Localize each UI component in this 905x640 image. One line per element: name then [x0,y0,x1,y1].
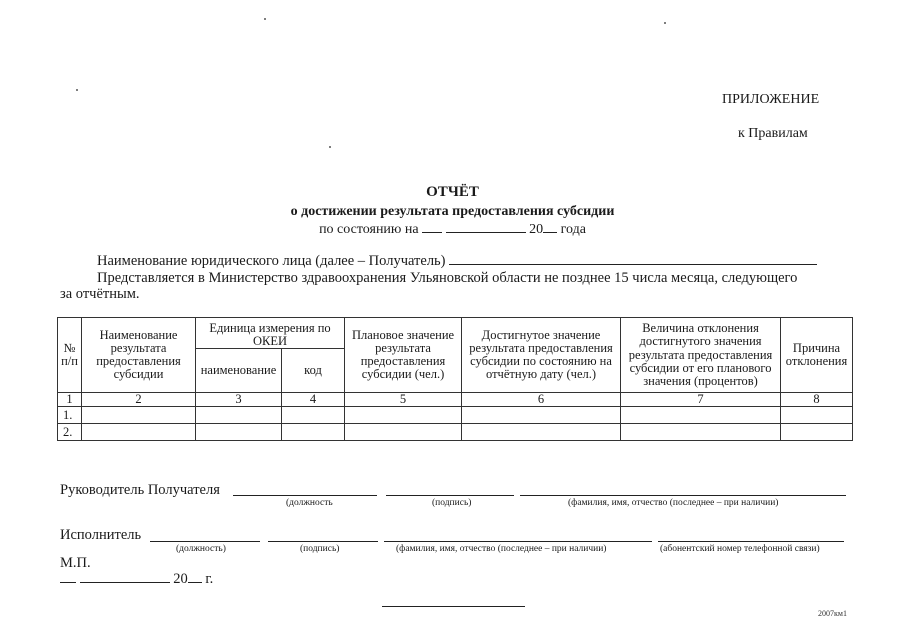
date-year-prefix: 20 [529,222,544,237]
table-row [58,424,853,441]
table-row [58,407,853,424]
head-signature-line [386,495,514,496]
appendix-subtitle: к Правилам [738,126,808,141]
header-reason: Причина отклонения [781,318,853,393]
date-prefix: по состоянию на [319,222,419,237]
table-cell [282,407,345,424]
table-cell [196,424,282,441]
header-unit-group: Единица измерения по ОКЕИ [196,318,345,349]
column-number: 1 [58,393,82,407]
sign-year-prefix: 20 [173,571,188,587]
head-caption-signature: (подпись) [432,498,472,508]
sign-year-blank [188,570,202,583]
recipient-label: Наименование юридического лица (далее – Получатель) [97,253,446,269]
column-number: 8 [781,393,853,407]
table-cell [781,407,853,424]
exec-caption-signature: (подпись) [300,544,340,554]
header-unit-name: наименование [196,349,282,393]
submission-text-line1: Представляется в Министерство здравоохранения Ульяновской области не позднее 15 числа месяца, следующего [97,270,798,286]
table-cell [345,424,462,441]
exec-caption-name: (фамилия, имя, отчество (последнее – при наличии) [396,544,607,554]
head-name-line [520,495,846,496]
table-cell [345,407,462,424]
date-suffix: года [560,222,586,237]
sign-day-blank [60,570,76,583]
head-label: Руководитель Получателя [60,482,220,498]
header-num: № п/п [58,318,82,393]
sign-month-blank [80,570,170,583]
exec-phone-line [658,541,844,542]
column-number: 3 [196,393,282,407]
date-year-blank [543,220,557,233]
table-cell [621,424,781,441]
report-subtitle: о достижении результата предоставления субсидии [290,204,615,219]
exec-name-line [384,541,652,542]
header-achieved: Достигнутое значение результата предоставления субсидии по состоянию на отчётную дату (чел.) [462,318,621,393]
document-code: 2007км1 [818,609,847,618]
scan-speck [664,22,666,24]
exec-position-line [150,541,260,542]
executor-label: Исполнитель [60,527,142,543]
table-cell [462,424,621,441]
report-table [57,317,853,441]
recipient-line [97,252,817,270]
bottom-separator [382,606,525,607]
head-position-line [233,495,377,496]
scan-speck [76,89,78,91]
date-month-blank [446,220,526,233]
table-cell [621,407,781,424]
column-number: 6 [462,393,621,407]
header-unit-code: код [282,349,345,393]
header-deviation: Величина отклонения достигнутого значения результата предоставления субсидии от его планового значения (процентов) [621,318,781,393]
exec-caption-position: (должность) [176,544,226,554]
header-result-name: Наименование результата предоставления субсидии [82,318,196,393]
sign-year-suffix: г. [205,571,214,587]
table-cell [781,424,853,441]
recipient-blank [449,252,817,265]
scan-speck [264,18,266,20]
submission-text-line2: за отчётным. [60,286,140,302]
table-cell [462,407,621,424]
exec-caption-phone: (абонентский номер телефонной связи) [660,544,820,554]
table-cell [282,424,345,441]
date-line [60,570,213,588]
date-day-blank [422,220,442,233]
appendix-title: ПРИЛОЖЕНИЕ [722,92,820,107]
table-cell [82,424,196,441]
table-cell [196,407,282,424]
row-number: 1. [58,407,82,424]
row-number: 2. [58,424,82,441]
exec-signature-line [268,541,378,542]
column-number: 4 [282,393,345,407]
header-planned: Плановое значение результата предоставления субсидии (чел.) [345,318,462,393]
column-number: 2 [82,393,196,407]
report-title: ОТЧЁТ [426,184,479,200]
seal-label: М.П. [60,555,91,571]
head-caption-name: (фамилия, имя, отчество (последнее – при наличии) [568,498,779,508]
column-number: 5 [345,393,462,407]
head-caption-position: (должность [286,498,333,508]
scan-speck [329,146,331,148]
table-cell [82,407,196,424]
report-date-line [0,220,905,238]
column-number: 7 [621,393,781,407]
